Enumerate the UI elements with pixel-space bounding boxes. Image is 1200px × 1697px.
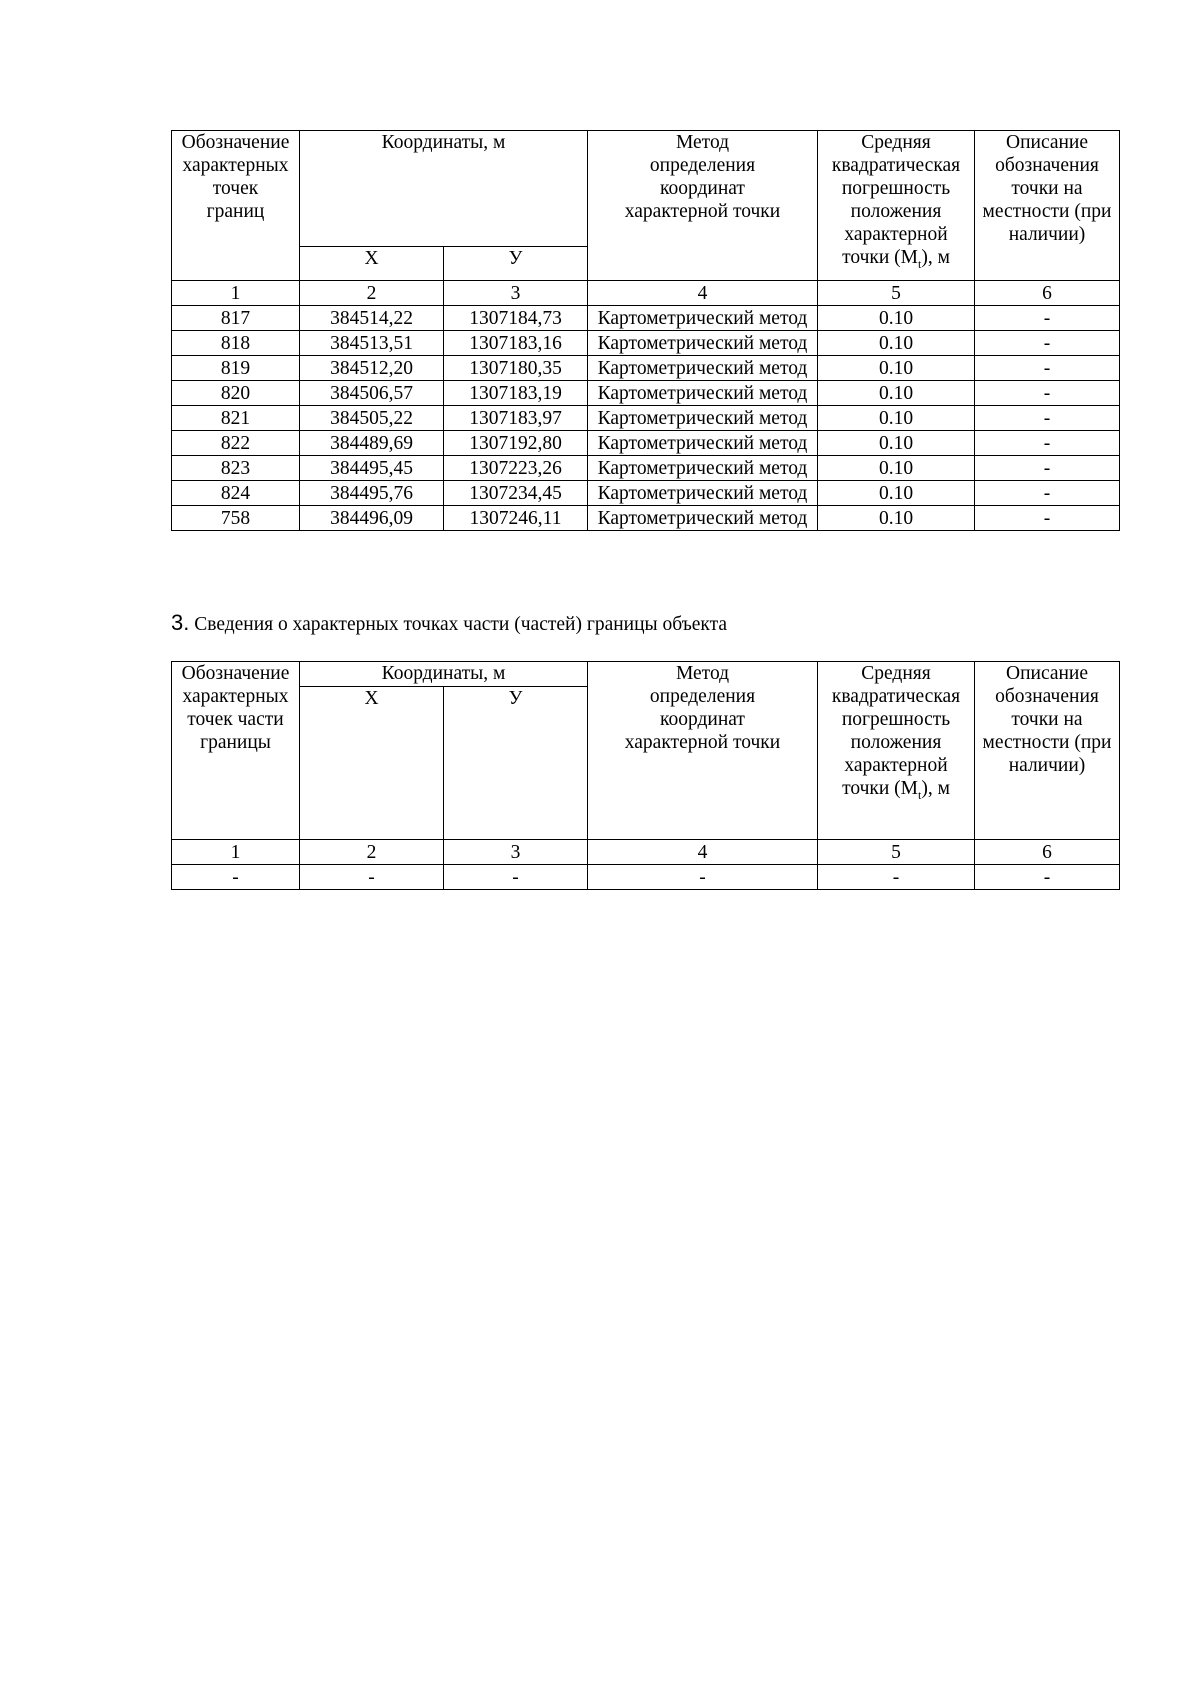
- table-row: [172, 456, 1120, 481]
- coord-y: 1307234,45: [444, 481, 588, 506]
- coord-y: 1307183,97: [444, 406, 588, 431]
- accuracy: 0.10: [818, 456, 975, 481]
- header-coordinates: Координаты, м: [300, 131, 588, 247]
- coord-x: 384495,76: [300, 481, 444, 506]
- accuracy: 0.10: [818, 481, 975, 506]
- coord-y: 1307192,80: [444, 431, 588, 456]
- header-point-designation: Обозначение характерных точек границ: [172, 131, 300, 281]
- header-method: Метод определения координат характерной точки: [588, 131, 818, 281]
- point-id: 820: [172, 381, 300, 406]
- header-description: Описание обозначения точки на местности (при наличии): [975, 131, 1120, 281]
- point-id: 821: [172, 406, 300, 431]
- column-number: 1: [172, 281, 300, 306]
- coord-x: 384512,20: [300, 356, 444, 381]
- header-x: Х: [300, 687, 444, 840]
- table-row: [172, 306, 1120, 331]
- description: -: [975, 506, 1120, 531]
- method: Картометрический метод: [588, 356, 818, 381]
- point-id: 819: [172, 356, 300, 381]
- table-row: [172, 381, 1120, 406]
- point-id: 824: [172, 481, 300, 506]
- characteristic-points-table: [171, 130, 1120, 531]
- section-number: 3.: [171, 610, 190, 635]
- point-id: -: [172, 865, 300, 890]
- method: Картометрический метод: [588, 431, 818, 456]
- accuracy: 0.10: [818, 506, 975, 531]
- point-id: 822: [172, 431, 300, 456]
- column-number: 5: [818, 281, 975, 306]
- description: -: [975, 481, 1120, 506]
- coord-y: -: [444, 865, 588, 890]
- description: -: [975, 406, 1120, 431]
- description: -: [975, 865, 1120, 890]
- header-y: У: [444, 247, 588, 281]
- accuracy: -: [818, 865, 975, 890]
- accuracy: 0.10: [818, 406, 975, 431]
- description: -: [975, 381, 1120, 406]
- table-row: [172, 331, 1120, 356]
- column-number: 2: [300, 281, 444, 306]
- description: -: [975, 456, 1120, 481]
- description: -: [975, 431, 1120, 456]
- accuracy: 0.10: [818, 381, 975, 406]
- accuracy: 0.10: [818, 356, 975, 381]
- coord-y: 1307183,19: [444, 381, 588, 406]
- description: -: [975, 306, 1120, 331]
- table-row: [172, 406, 1120, 431]
- header-accuracy: Средняя квадратическая погрешность положения характерной точки $(M_t)$, м: [818, 131, 975, 281]
- table-row: [172, 356, 1120, 381]
- method: Картометрический метод: [588, 406, 818, 431]
- column-number: 6: [975, 281, 1120, 306]
- section-heading: Сведения о характерных точках части (частей) границы объекта: [194, 614, 728, 635]
- method: Картометрический метод: [588, 456, 818, 481]
- description: -: [975, 356, 1120, 381]
- method: -: [588, 865, 818, 890]
- coord-x: 384506,57: [300, 381, 444, 406]
- method: Картометрический метод: [588, 331, 818, 356]
- point-id: 817: [172, 306, 300, 331]
- header-y: У: [444, 687, 588, 840]
- coord-y: 1307223,26: [444, 456, 588, 481]
- coord-y: 1307184,73: [444, 306, 588, 331]
- coord-x: 384489,69: [300, 431, 444, 456]
- column-number: 4: [588, 281, 818, 306]
- method: Картометрический метод: [588, 381, 818, 406]
- method: Картометрический метод: [588, 506, 818, 531]
- coord-x: -: [300, 865, 444, 890]
- table-row: [172, 506, 1120, 531]
- table-row: [172, 481, 1120, 506]
- column-number: 5: [818, 840, 975, 865]
- table-row: [172, 431, 1120, 456]
- point-id: 818: [172, 331, 300, 356]
- header-coordinates: Координаты, м: [300, 662, 588, 687]
- coord-x: 384496,09: [300, 506, 444, 531]
- column-number: 6: [975, 840, 1120, 865]
- coord-y: 1307246,11: [444, 506, 588, 531]
- method: Картометрический метод: [588, 481, 818, 506]
- part-boundary-points-table: [171, 661, 1120, 890]
- accuracy: 0.10: [818, 331, 975, 356]
- accuracy: 0.10: [818, 306, 975, 331]
- column-number: 1: [172, 840, 300, 865]
- method: Картометрический метод: [588, 306, 818, 331]
- column-number: 4: [588, 840, 818, 865]
- coord-x: 384505,22: [300, 406, 444, 431]
- accuracy: 0.10: [818, 431, 975, 456]
- description: -: [975, 331, 1120, 356]
- header-description: Описание обозначения точки на местности (при наличии): [975, 662, 1120, 840]
- header-point-designation: Обозначение характерных точек части границы: [172, 662, 300, 840]
- section-title: [171, 611, 727, 637]
- point-id: 758: [172, 506, 300, 531]
- column-number: 3: [444, 840, 588, 865]
- header-x: Х: [300, 247, 444, 281]
- coord-x: 384514,22: [300, 306, 444, 331]
- header-accuracy: Средняя квадратическая погрешность положения характерной точки $(M_t)$, м: [818, 662, 975, 840]
- table-row: [172, 865, 1120, 890]
- column-number: 3: [444, 281, 588, 306]
- coord-x: 384495,45: [300, 456, 444, 481]
- point-id: 823: [172, 456, 300, 481]
- coord-y: 1307180,35: [444, 356, 588, 381]
- coord-y: 1307183,16: [444, 331, 588, 356]
- coord-x: 384513,51: [300, 331, 444, 356]
- column-number: 2: [300, 840, 444, 865]
- header-method: Метод определения координат характерной точки: [588, 662, 818, 840]
